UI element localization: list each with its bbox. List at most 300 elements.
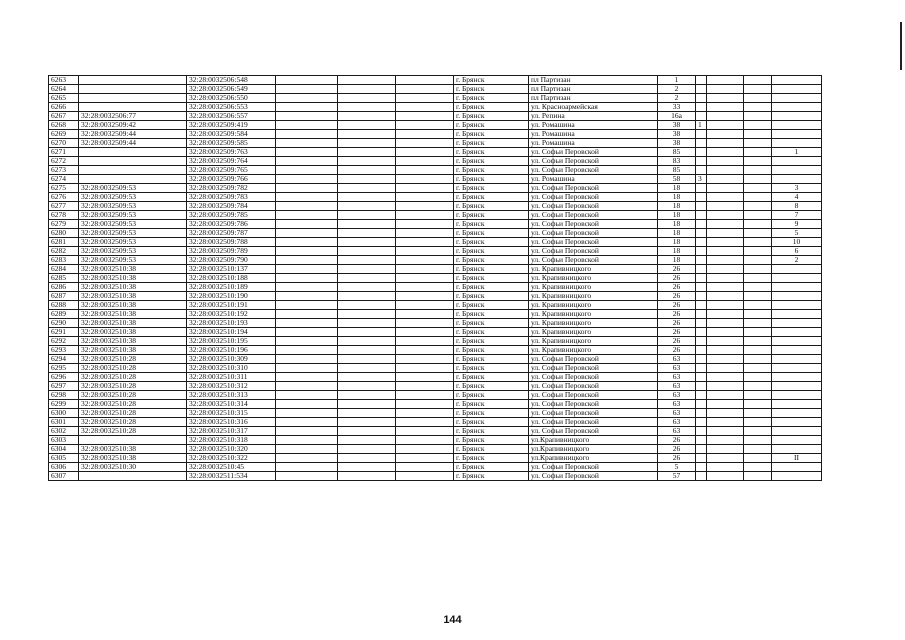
cell-city: г. Брянск [454,391,529,400]
cell-col-4 [276,220,338,229]
cell-cadastral-number: 32:28:0032510:188 [187,274,276,283]
cell-parcel-number: 32:28:0032510:38 [79,301,187,310]
cell-parcel-number [79,85,187,94]
cell-cadastral-number: 32:28:0032510:313 [187,391,276,400]
cell-row-number: 6306 [49,463,79,472]
cell-street: ул. Софьи Перовской [529,355,658,364]
cell-apartment [772,130,822,139]
cell-col-4 [276,211,338,220]
cell-street: ул. Софьи Перовской [529,229,658,238]
cell-building [696,346,707,355]
cell-building [696,400,707,409]
cell-col-5 [338,472,396,481]
cell-city: г. Брянск [454,454,529,463]
cell-col-12 [744,76,772,85]
cell-street: ул.Крапивницкого [529,436,658,445]
cell-col-5 [338,445,396,454]
cell-building [696,76,707,85]
cell-row-number: 6271 [49,148,79,157]
cell-cadastral-number: 32:28:0032509:764 [187,157,276,166]
cell-col-5 [338,454,396,463]
cell-house-number: 16а [658,112,696,121]
cell-col-12 [744,373,772,382]
table-row [49,301,822,310]
cell-building [696,436,707,445]
table-row [49,409,822,418]
cell-building [696,292,707,301]
cell-house-number: 57 [658,472,696,481]
cell-city: г. Брянск [454,139,529,148]
cell-cadastral-number: 32:28:0032510:195 [187,337,276,346]
cell-col-12 [744,166,772,175]
table-row [49,157,822,166]
cell-house-number: 26 [658,274,696,283]
cell-col-6 [396,202,454,211]
cell-col-11 [707,400,744,409]
cell-cadastral-number: 32:28:0032509:785 [187,211,276,220]
cell-col-6 [396,229,454,238]
cell-col-4 [276,310,338,319]
cell-col-6 [396,400,454,409]
table-row [49,328,822,337]
cell-row-number: 6302 [49,427,79,436]
cell-row-number: 6298 [49,391,79,400]
cell-col-12 [744,283,772,292]
cell-col-5 [338,166,396,175]
cell-building [696,247,707,256]
cell-city: г. Брянск [454,337,529,346]
table-row [49,364,822,373]
cell-apartment: 6 [772,247,822,256]
cell-cadastral-number: 32:28:0032510:191 [187,301,276,310]
cell-col-4 [276,292,338,301]
cell-apartment: 9 [772,220,822,229]
cell-col-6 [396,337,454,346]
cell-parcel-number [79,103,187,112]
cell-cadastral-number: 32:28:0032511:534 [187,472,276,481]
table-row [49,247,822,256]
cell-col-5 [338,256,396,265]
table-body [49,76,822,481]
table-row [49,265,822,274]
cell-row-number: 6293 [49,346,79,355]
cell-col-4 [276,409,338,418]
cell-city: г. Брянск [454,112,529,121]
cell-building [696,337,707,346]
cell-street: ул. Софьи Перовской [529,472,658,481]
cell-city: г. Брянск [454,463,529,472]
cell-row-number: 6263 [49,76,79,85]
cell-apartment: 4 [772,193,822,202]
cell-street: ул. Софьи Перовской [529,184,658,193]
cell-house-number: 26 [658,328,696,337]
cell-cadastral-number: 32:28:0032509:419 [187,121,276,130]
cell-cadastral-number: 32:28:0032510:193 [187,319,276,328]
cell-col-12 [744,409,772,418]
cell-house-number: 26 [658,292,696,301]
cell-apartment [772,400,822,409]
cell-cadastral-number: 32:28:0032506:550 [187,94,276,103]
cell-col-12 [744,112,772,121]
cell-city: г. Брянск [454,193,529,202]
cell-col-11 [707,148,744,157]
cell-col-4 [276,256,338,265]
cell-col-5 [338,310,396,319]
cell-apartment [772,292,822,301]
table-row [49,139,822,148]
cell-col-5 [338,85,396,94]
cell-row-number: 6307 [49,472,79,481]
cell-cadastral-number: 32:28:0032510:322 [187,454,276,463]
cell-col-4 [276,319,338,328]
cell-city: г. Брянск [454,355,529,364]
cell-street: пл Партизан [529,94,658,103]
cell-building [696,319,707,328]
cell-col-6 [396,373,454,382]
cell-col-4 [276,103,338,112]
cell-house-number: 38 [658,130,696,139]
cell-col-12 [744,247,772,256]
cell-col-4 [276,400,338,409]
cell-building [696,112,707,121]
cell-col-6 [396,364,454,373]
cell-house-number: 63 [658,373,696,382]
cell-city: г. Брянск [454,409,529,418]
cell-row-number: 6287 [49,292,79,301]
cell-col-6 [396,121,454,130]
table-row [49,292,822,301]
cell-house-number: 58 [658,175,696,184]
cell-apartment [772,391,822,400]
cell-parcel-number: 32:28:0032510:28 [79,400,187,409]
cell-house-number: 18 [658,184,696,193]
cell-apartment [772,103,822,112]
table-row [49,229,822,238]
cell-parcel-number: 32:28:0032510:38 [79,265,187,274]
cell-col-6 [396,301,454,310]
cell-col-6 [396,319,454,328]
table-row [49,391,822,400]
cell-col-4 [276,418,338,427]
cell-street: ул. Крапивницкого [529,337,658,346]
table-row [49,373,822,382]
cell-col-6 [396,355,454,364]
table-row [49,436,822,445]
table-row [49,238,822,247]
cell-parcel-number: 32:28:0032509:53 [79,238,187,247]
cell-house-number: 26 [658,454,696,463]
cell-building [696,463,707,472]
cell-col-4 [276,121,338,130]
cell-parcel-number: 32:28:0032510:38 [79,283,187,292]
table-row [49,463,822,472]
cell-col-11 [707,301,744,310]
cell-building [696,193,707,202]
cell-building [696,373,707,382]
cell-col-12 [744,256,772,265]
table-row [49,202,822,211]
cell-row-number: 6264 [49,85,79,94]
table-row [49,121,822,130]
cell-street: ул. Софьи Перовской [529,148,658,157]
cell-building [696,157,707,166]
cell-house-number: 26 [658,346,696,355]
cell-row-number: 6284 [49,265,79,274]
cell-street: ул. Софьи Перовской [529,193,658,202]
cell-col-5 [338,436,396,445]
cell-street: ул. Софьи Перовской [529,238,658,247]
cell-house-number: 26 [658,301,696,310]
cell-col-5 [338,409,396,418]
cell-col-12 [744,130,772,139]
cell-house-number: 38 [658,121,696,130]
cell-col-12 [744,400,772,409]
cell-col-6 [396,274,454,283]
cell-house-number: 26 [658,310,696,319]
cell-street: пл Партизан [529,85,658,94]
cell-col-11 [707,202,744,211]
cell-street: ул.Крапивницкого [529,445,658,454]
cell-col-5 [338,103,396,112]
cell-col-11 [707,436,744,445]
cell-cadastral-number: 32:28:0032509:783 [187,193,276,202]
cell-col-6 [396,94,454,103]
cell-col-12 [744,310,772,319]
cell-parcel-number: 32:28:0032509:53 [79,184,187,193]
cell-city: г. Брянск [454,310,529,319]
cell-col-6 [396,391,454,400]
cell-col-6 [396,310,454,319]
cell-building [696,328,707,337]
cell-col-11 [707,130,744,139]
cell-col-11 [707,391,744,400]
cell-building [696,310,707,319]
cell-col-12 [744,328,772,337]
cell-apartment [772,112,822,121]
cell-building [696,229,707,238]
cell-row-number: 6301 [49,418,79,427]
cell-street: ул. Крапивницкого [529,346,658,355]
cell-col-5 [338,382,396,391]
cell-row-number: 6299 [49,400,79,409]
cell-house-number: 63 [658,418,696,427]
cell-col-5 [338,355,396,364]
cell-col-4 [276,445,338,454]
cell-house-number: 26 [658,319,696,328]
cell-house-number: 63 [658,400,696,409]
cell-col-12 [744,229,772,238]
cell-cadastral-number: 32:28:0032509:788 [187,238,276,247]
cell-col-12 [744,463,772,472]
cell-parcel-number: 32:28:0032510:38 [79,454,187,463]
cell-col-11 [707,472,744,481]
cell-col-12 [744,274,772,283]
cell-street: ул. Софьи Перовской [529,202,658,211]
cell-house-number: 63 [658,355,696,364]
cell-col-6 [396,157,454,166]
cell-col-4 [276,94,338,103]
cell-apartment [772,436,822,445]
cell-parcel-number: 32:28:0032510:38 [79,328,187,337]
table-row [49,346,822,355]
cell-parcel-number: 32:28:0032510:28 [79,409,187,418]
cell-col-4 [276,391,338,400]
cell-col-12 [744,238,772,247]
cell-col-5 [338,139,396,148]
cell-row-number: 6279 [49,220,79,229]
cell-house-number: 26 [658,337,696,346]
cell-apartment [772,175,822,184]
cell-street: ул. Красноармейская [529,103,658,112]
table-row [49,94,822,103]
cell-col-4 [276,382,338,391]
cell-building [696,139,707,148]
cell-col-6 [396,148,454,157]
cell-cadastral-number: 32:28:0032506:549 [187,85,276,94]
cell-col-11 [707,427,744,436]
table-row [49,184,822,193]
cell-parcel-number [79,436,187,445]
cell-cadastral-number: 32:28:0032510:192 [187,310,276,319]
cell-building [696,364,707,373]
cell-parcel-number: 32:28:0032510:38 [79,346,187,355]
cell-street: ул. Софьи Перовской [529,391,658,400]
cell-col-4 [276,265,338,274]
cell-parcel-number: 32:28:0032510:28 [79,391,187,400]
cell-apartment [772,463,822,472]
cell-apartment [772,265,822,274]
cell-apartment: 3 [772,184,822,193]
cell-city: г. Брянск [454,184,529,193]
cell-apartment: 1 [772,148,822,157]
cell-building [696,301,707,310]
cell-apartment [772,301,822,310]
cell-parcel-number: 32:28:0032509:53 [79,193,187,202]
table-row [49,310,822,319]
cell-col-12 [744,454,772,463]
cell-apartment [772,409,822,418]
cell-city: г. Брянск [454,265,529,274]
cell-col-4 [276,454,338,463]
cell-cadastral-number: 32:28:0032510:312 [187,382,276,391]
cell-col-11 [707,229,744,238]
cell-parcel-number: 32:28:0032509:44 [79,139,187,148]
cell-house-number: 2 [658,94,696,103]
cell-apartment [772,337,822,346]
cell-col-12 [744,427,772,436]
cell-parcel-number: 32:28:0032510:38 [79,445,187,454]
cell-city: г. Брянск [454,346,529,355]
cell-col-5 [338,274,396,283]
cell-building [696,184,707,193]
cell-cadastral-number: 32:28:0032509:782 [187,184,276,193]
cell-street: ул.Крапивницкого [529,454,658,463]
table-row [49,193,822,202]
cell-row-number: 6272 [49,157,79,166]
cell-col-4 [276,148,338,157]
cell-col-11 [707,328,744,337]
cell-col-4 [276,364,338,373]
cell-house-number: 85 [658,166,696,175]
cell-col-12 [744,445,772,454]
cell-col-6 [396,247,454,256]
cell-col-4 [276,328,338,337]
cell-col-5 [338,418,396,427]
cell-row-number: 6273 [49,166,79,175]
cell-house-number: 63 [658,427,696,436]
cell-city: г. Брянск [454,274,529,283]
cell-col-12 [744,382,772,391]
cell-cadastral-number: 32:28:0032510:137 [187,265,276,274]
cell-city: г. Брянск [454,436,529,445]
cell-col-6 [396,463,454,472]
cell-cadastral-number: 32:28:0032510:317 [187,427,276,436]
cell-col-4 [276,175,338,184]
cell-city: г. Брянск [454,373,529,382]
cell-street: ул. Ромашина [529,130,658,139]
cell-col-11 [707,346,744,355]
cell-apartment [772,319,822,328]
cell-col-4 [276,238,338,247]
cell-building [696,274,707,283]
cell-street: ул. Софьи Перовской [529,166,658,175]
cell-col-6 [396,436,454,445]
cell-row-number: 6269 [49,130,79,139]
cell-col-5 [338,94,396,103]
cell-cadastral-number: 32:28:0032509:584 [187,130,276,139]
cell-building [696,283,707,292]
cell-cadastral-number: 32:28:0032510:316 [187,418,276,427]
cell-parcel-number: 32:28:0032510:28 [79,382,187,391]
cell-col-5 [338,193,396,202]
cell-row-number: 6296 [49,373,79,382]
cell-col-11 [707,139,744,148]
cell-col-4 [276,283,338,292]
cell-apartment: 7 [772,211,822,220]
cell-col-4 [276,274,338,283]
table-row [49,337,822,346]
cell-row-number: 6294 [49,355,79,364]
cell-col-4 [276,112,338,121]
cell-building [696,418,707,427]
cell-row-number: 6303 [49,436,79,445]
cell-cadastral-number: 32:28:0032506:553 [187,103,276,112]
cell-col-5 [338,220,396,229]
cell-house-number: 85 [658,148,696,157]
cell-cadastral-number: 32:28:0032510:189 [187,283,276,292]
cell-col-5 [338,427,396,436]
cell-building [696,148,707,157]
cell-col-11 [707,265,744,274]
cell-parcel-number: 32:28:0032510:28 [79,373,187,382]
cell-col-12 [744,355,772,364]
cell-parcel-number: 32:28:0032510:38 [79,337,187,346]
cell-house-number: 63 [658,391,696,400]
cell-building [696,85,707,94]
cell-house-number: 26 [658,436,696,445]
table-row [49,418,822,427]
cell-row-number: 6266 [49,103,79,112]
cell-city: г. Брянск [454,220,529,229]
cell-parcel-number: 32:28:0032509:53 [79,211,187,220]
cell-city: г. Брянск [454,472,529,481]
cell-cadastral-number: 32:28:0032510:315 [187,409,276,418]
cell-row-number: 6292 [49,337,79,346]
cell-row-number: 6280 [49,229,79,238]
cell-cadastral-number: 32:28:0032510:314 [187,400,276,409]
cell-city: г. Брянск [454,76,529,85]
cell-cadastral-number: 32:28:0032509:765 [187,166,276,175]
